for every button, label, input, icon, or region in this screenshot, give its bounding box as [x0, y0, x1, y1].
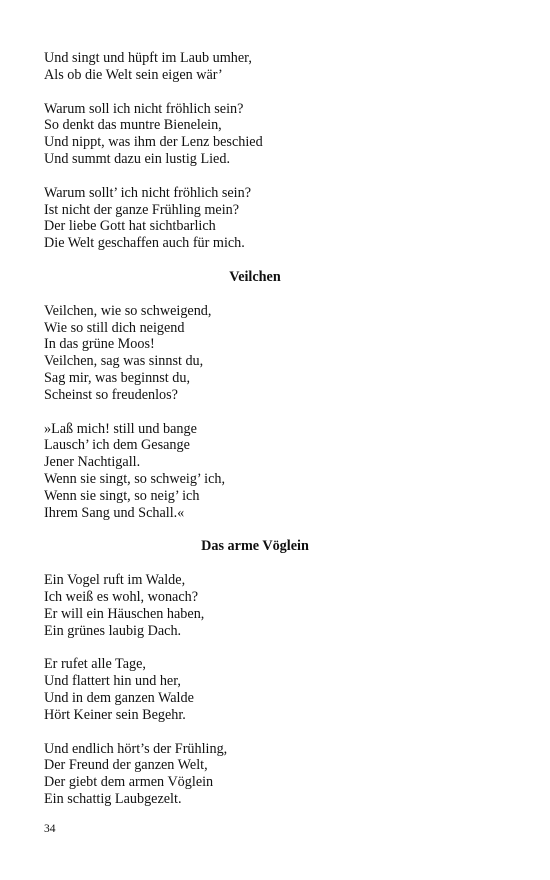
verse-line: Warum soll ich nicht fröhlich sein? [44, 100, 244, 117]
verse-line: Jener Nachtigall. [44, 454, 141, 471]
verse-line: Wie so still dich neigend [44, 319, 185, 336]
verse-line: Er rufet alle Tage, [44, 656, 146, 673]
verse-line: Der liebe Gott hat sichtbarlich [44, 218, 216, 235]
verse-line: Wenn sie singt, so neig’ ich [44, 487, 200, 504]
verse-line: So denkt das muntre Bienelein, [44, 117, 222, 134]
stanza [44, 656, 514, 723]
stanza [44, 303, 514, 404]
verse-line: Sag mir, was beginnst du, [44, 369, 191, 386]
verse-line: Veilchen, sag was sinnst du, [44, 353, 204, 370]
page-number: 34 [44, 823, 56, 835]
stanza [44, 741, 514, 808]
verse-line: Und endlich hört’s der Frühling, [44, 740, 228, 757]
poem-title: Veilchen [229, 268, 281, 285]
stanza [44, 50, 514, 84]
verse-line: Ihrem Sang und Schall.« [44, 504, 185, 521]
verse-line: Hört Keiner sein Begehr. [44, 706, 186, 723]
verse-line: Ist nicht der ganze Frühling mein? [44, 201, 240, 218]
verse-line: Der Freund der ganzen Welt, [44, 757, 208, 774]
verse-line: Warum sollt’ ich nicht fröhlich sein? [44, 184, 252, 201]
poem-title: Das arme Vöglein [201, 538, 309, 555]
verse-line: In das grüne Moos! [44, 336, 155, 353]
verse-line: Lausch’ ich dem Gesange [44, 437, 190, 454]
verse-line: Ein Vogel ruft im Walde, [44, 572, 186, 589]
poem-page [44, 50, 514, 808]
verse-line: Und singt und hüpft im Laub umher, [44, 50, 252, 66]
verse-line: Die Welt geschaffen auch für mich. [44, 235, 245, 252]
verse-line: Ein schattig Laubgezelt. [44, 790, 182, 807]
verse-line: Veilchen, wie so schweigend, [44, 302, 212, 319]
verse-line: Und nippt, was ihm der Lenz beschied [44, 134, 263, 151]
verse-line: Er will ein Häuschen haben, [44, 605, 205, 622]
stanza [44, 572, 514, 639]
stanza [44, 185, 514, 252]
verse-line: Als ob die Welt sein eigen wär’ [44, 66, 223, 83]
verse-line: Wenn sie singt, so schweig’ ich, [44, 470, 226, 487]
verse-line: Ein grünes laubig Dach. [44, 622, 182, 639]
verse-line: »Laß mich! still und bange [44, 420, 197, 437]
verse-line: Ich weiß es wohl, wonach? [44, 588, 199, 605]
stanza [44, 421, 514, 522]
verse-line: Und summt dazu ein lustig Lied. [44, 150, 230, 167]
verse-line: Und flattert hin und her, [44, 673, 181, 690]
verse-line: Scheinst so freudenlos? [44, 386, 178, 403]
verse-line: Und in dem ganzen Walde [44, 689, 194, 706]
verse-line: Der giebt dem armen Vöglein [44, 774, 214, 791]
stanza [44, 101, 514, 168]
